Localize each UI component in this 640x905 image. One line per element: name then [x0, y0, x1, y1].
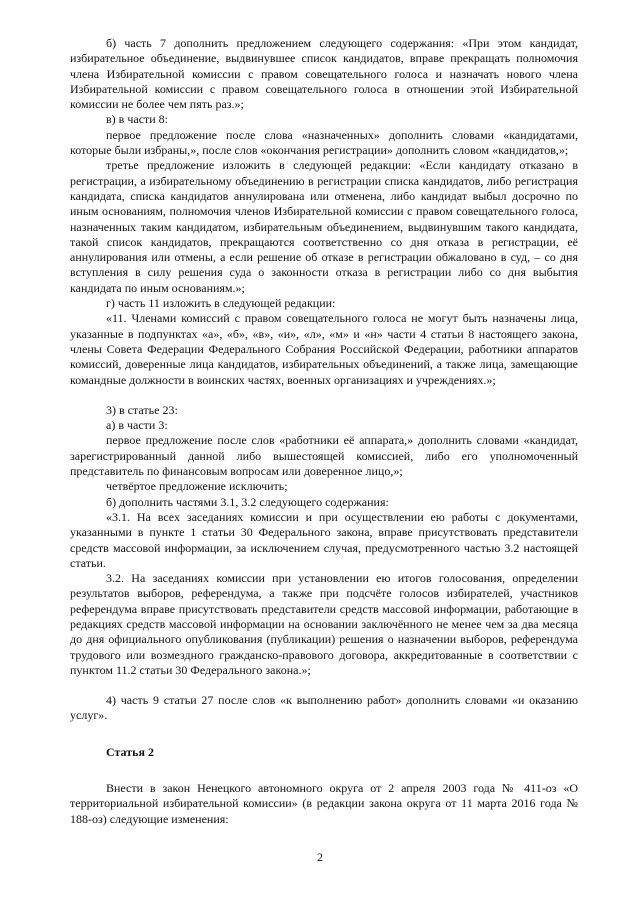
document-page: [70, 36, 578, 827]
paragraph: первое предложение после слова «назначенных» дополнить словами «кандидатами, которые были избраны,», после слов «окончания регистрации» дополнить словом «кандидатов,»;: [70, 127, 578, 158]
paragraph: «11. Членами комиссий с правом совещательного голоса не могут быть назначены лица, указанные в подпунктах «а», «б», «в», «и», «л», «м» и «н» части 4 статьи 8 настоящего закона, члены Совета Федерации Федерального Собрания Российской Федерации, работники аппаратов комиссий, доверенные лица кандидатов, избирательных объединений, а также лица, замещающие командные должности в воинских частях, военных организациях и учреждениях.»;: [70, 311, 578, 387]
article-heading: Статья 2: [106, 744, 154, 759]
paragraph: 4) часть 9 статьи 27 после слов «к выполнению работ» дополнить словами «и оказанию услуг».: [70, 693, 578, 723]
paragraph: б) дополнить частями 3.1, 3.2 следующего содержания:: [106, 494, 389, 509]
paragraph: третье предложение изложить в следующей редакции: «Если кандидату отказано в регистрации, а избирательному объединению в регистрации списка кандидатов, либо регистрация кандидата, списка кандидатов аннулирована или отменена, либо кандидат выбыл досрочно по иным основаниям, полномочия членов Избирательной комиссии с правом совещательного голоса, назначенных таким кандидатом, избирательным объединением, выдвинувшим такого кандидата, такой список кандидатов, прекращаются соответственно со дня отказа в регистрации, её аннулирования или отмены, а если решение об отказе в регистрации обжаловано в суд, – со дня вступления в силу решения суда о законности отказа в регистрации либо со дня выбытия кандидата по иным основаниям.»;: [70, 158, 578, 295]
paragraph: г) часть 11 изложить в следующей редакции:: [106, 296, 336, 311]
paragraph: первое предложение после слов «работники её аппарата,» дополнить словами «кандидат, зарегистрированный данной либо вышестоящей комиссией, либо его уполномоченный представитель по финансовым вопросам или доверенное лицо,»;: [70, 433, 578, 479]
paragraph: а) в части 3:: [106, 418, 168, 433]
paragraph: в) в части 8:: [106, 112, 169, 127]
page-number: 2: [317, 850, 323, 864]
paragraph: 3.2. На заседаниях комиссии при установлении ею итогов голосования, определении результатов выборов, референдума, а также при подсчёте голосов избирателей, участников референдума вправе присутствовать представители средств массовой информации, работающие в редакциях средств массовой информации на основании заключённого не менее чем за два месяца до дня официального опубликования (публикации) решения о назначении выборов, референдума трудового или возмездного гражданско-правового договора, аккредитованные в соответствии с пунктом 11.2 статьи 30 Федерального закона.»;: [70, 571, 578, 677]
paragraph: Внести в закон Ненецкого автономного округа от 2 апреля 2003 года № 411-оз «О территориальной избирательной комиссии» (в редакции закона округа от 11 марта 2016 года № 188-оз) следующие изменения:: [70, 781, 578, 826]
paragraph: четвёртое предложение исключить;: [106, 479, 288, 494]
paragraph: «3.1. На всех заседаниях комиссии и при осуществлении ею работы с документами, указанными в пункте 1 статьи 30 Федерального закона, вправе присутствовать представители средств массовой информации, за исключением случая, предусмотренного частью 3.2 настоящей статьи.: [70, 509, 578, 570]
paragraph: 3) в статье 23:: [106, 402, 178, 417]
paragraph: б) часть 7 дополнить предложением следующего содержания: «При этом кандидат, избирательное объединение, выдвинувшее список кандидатов, вправе прекращать полномочия члена Избирательной комиссии с правом совещательного голоса и назначать нового члена Избирательной комиссии с правом совещательного голоса в отношении этой Избирательной комиссии не более чем пять раз.»;: [70, 36, 578, 112]
